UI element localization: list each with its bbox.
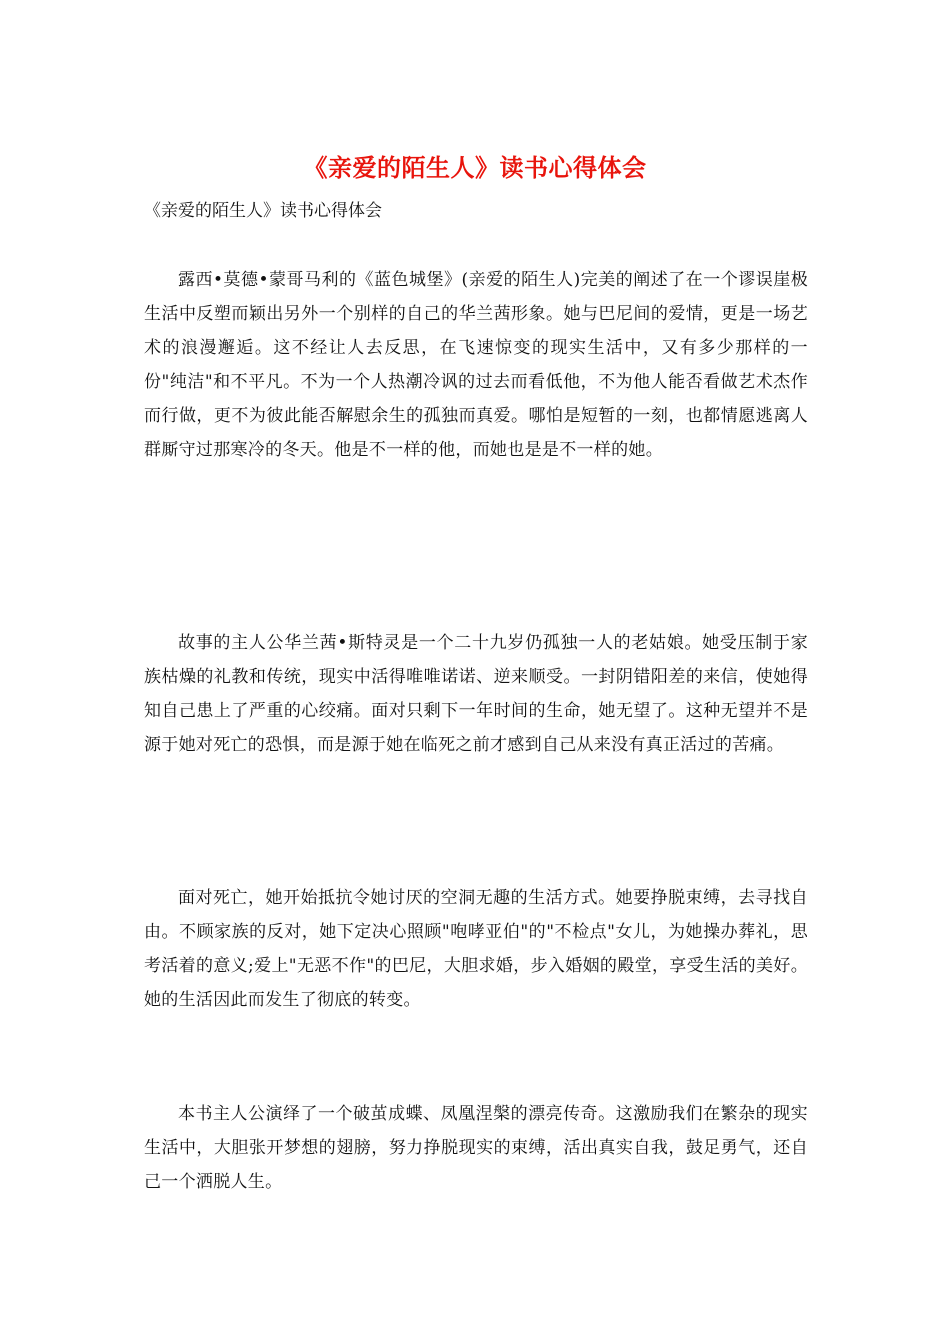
paragraph-1: 露西•莫德•蒙哥马利的《蓝色城堡》(亲爱的陌生人)完美的阐述了在一个谬误崖极生活中反塑而颖出另外一个别样的自己的华兰茜形象。她与巴尼间的爱情，更是一场艺术的浪漫邂逅。这不经让人去反思，在飞速惊变的现实生活中，又有多少那样的一份"纯洁"和不平凡。不为一个人热潮冷讽的过去而看低他，不为他人能否看做艺术杰作而行做，更不为彼此能否解慰余生的孤独而真爱。哪怕是短暂的一刻，也都情愿逃离人群厮守过那寒冷的冬天。他是不一样的他，而她也是是不一样的她。 — [144, 270, 808, 460]
document-subtitle: 《亲爱的陌生人》读书心得体会 — [144, 201, 382, 221]
paragraph-2: 故事的主人公华兰茜•斯特灵是一个二十九岁仍孤独一人的老姑娘。她受压制于家族枯燥的礼教和传统，现实中活得唯唯诺诺、逆来顺受。一封阴错阳差的来信，使她得知自己患上了严重的心绞痛。面对只剩下一年时间的生命，她无望了。这种无望并不是源于她对死亡的恐惧，而是源于她在临死之前才感到自己从来没有真正活过的苦痛。 — [144, 633, 808, 755]
document-title: 《亲爱的陌生人》读书心得体会 — [303, 154, 647, 182]
paragraph-3: 面对死亡，她开始抵抗令她讨厌的空洞无趣的生活方式。她要挣脱束缚，去寻找自由。不顾家族的反对，她下定决心照顾"咆哮亚伯"的"不检点"女儿，为她操办葬礼，思考活着的意义;爱上"无恶不作"的巴尼，大胆求婚，步入婚姻的殿堂，享受生活的美好。她的生活因此而发生了彻底的转变。 — [144, 888, 808, 1010]
paragraph-4: 本书主人公演绎了一个破茧成蝶、凤凰涅槃的漂亮传奇。这激励我们在繁杂的现实生活中，大胆张开梦想的翅膀，努力挣脱现实的束缚，活出真实自我，鼓足勇气，还自己一个洒脱人生。 — [144, 1104, 808, 1192]
